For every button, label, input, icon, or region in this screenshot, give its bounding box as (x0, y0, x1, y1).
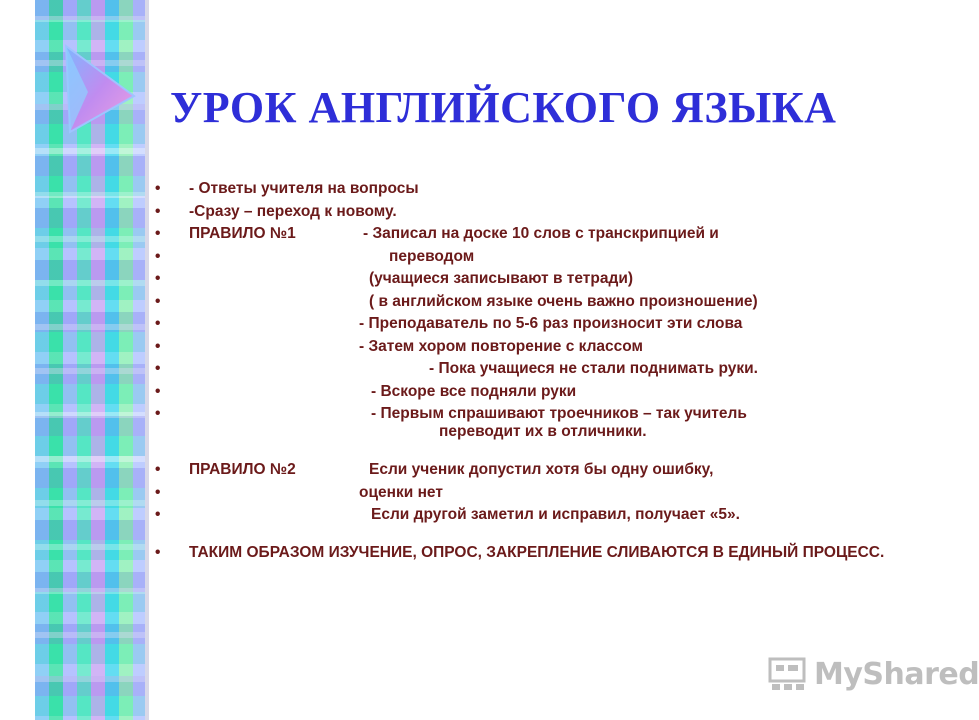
bullet-text: Если ученик допустил хотя бы одну ошибку, (369, 461, 714, 478)
rule-2-label: ПРАВИЛО №2 (189, 461, 296, 478)
list-item: • - Ответы учителя на вопросы (155, 180, 419, 197)
list-item: • ТАКИМ ОБРАЗОМ ИЗУЧЕНИЕ, ОПРОС, ЗАКРЕПЛЕНИЕ СЛИВАЮТСЯ В ЕДИНЫЙ ПРОЦЕСС. (155, 544, 885, 561)
list-item: • - Затем хором повторение с классом (155, 337, 644, 355)
bullet-text: (учащиеся записывают в тетради) (369, 270, 634, 287)
bullet-text: - Преподаватель по 5-6 раз произносит эти слова (359, 315, 743, 332)
list-item: • -Сразу – переход к новому. (155, 202, 397, 220)
rule-1-label: ПРАВИЛО №1 (189, 225, 296, 242)
list-item: • Если другой заметил и исправил, получает «5». (155, 506, 740, 523)
bullet-text: -Сразу – переход к новому. (189, 202, 397, 220)
list-item: • - Вскоре все подняли руки (155, 382, 577, 400)
bullet-text: - Затем хором повторение с классом (359, 337, 644, 355)
list-item: • (учащиеся записывают в тетради) (155, 270, 634, 287)
list-item: • ПРАВИЛО №1 - Записал на доске 10 слов с транскрипцией и (155, 225, 719, 242)
bullet-list (155, 180, 945, 567)
bullet-text: ТАКИМ ОБРАЗОМ ИЗУЧЕНИЕ, ОПРОС, ЗАКРЕПЛЕНИЕ СЛИВАЮТСЯ В ЕДИНЫЙ ПРОЦЕСС. (189, 544, 885, 561)
watermark-text: MyShared (814, 656, 979, 692)
list-item: • - Пока учащиеся не стали поднимать руки. (155, 360, 758, 377)
watermark (768, 652, 979, 696)
list-item: • оценки нет (155, 483, 443, 501)
triangle-icon (58, 38, 138, 138)
slide-title: УРОК АНГЛИЙСКОГО ЯЗЫКА (170, 83, 837, 132)
bullet-text: оценки нет (359, 483, 443, 501)
bullet-text: - Ответы учителя на вопросы (189, 180, 419, 197)
bullet-text: - Записал на доске 10 слов с транскрипцией и (363, 225, 719, 242)
list-item: • переводом (155, 247, 475, 265)
list-item: • - Преподаватель по 5-6 раз произносит эти слова (155, 315, 743, 332)
classroom-icon (768, 656, 808, 692)
list-item: • - Первым спрашивают троечников – так учитель переводит их в отличники. (155, 405, 945, 441)
bullet-text: ( в английском языке очень важно произношение) (369, 292, 758, 310)
bullet-text: Если другой заметил и исправил, получает «5». (371, 506, 740, 523)
bullet-text: - Вскоре все подняли руки (371, 382, 577, 400)
bullet-text: переводом (389, 247, 475, 265)
bullet-text-continued: переводит их в отличники. (439, 423, 647, 440)
bullet-text: - Первым спрашивают троечников – так учитель (371, 405, 747, 422)
list-item: • ( в английском языке очень важно произношение) (155, 292, 758, 310)
bullet-text: - Пока учащиеся не стали поднимать руки. (429, 360, 758, 377)
list-item: • ПРАВИЛО №2 Если ученик допустил хотя бы одну ошибку, (155, 461, 714, 478)
